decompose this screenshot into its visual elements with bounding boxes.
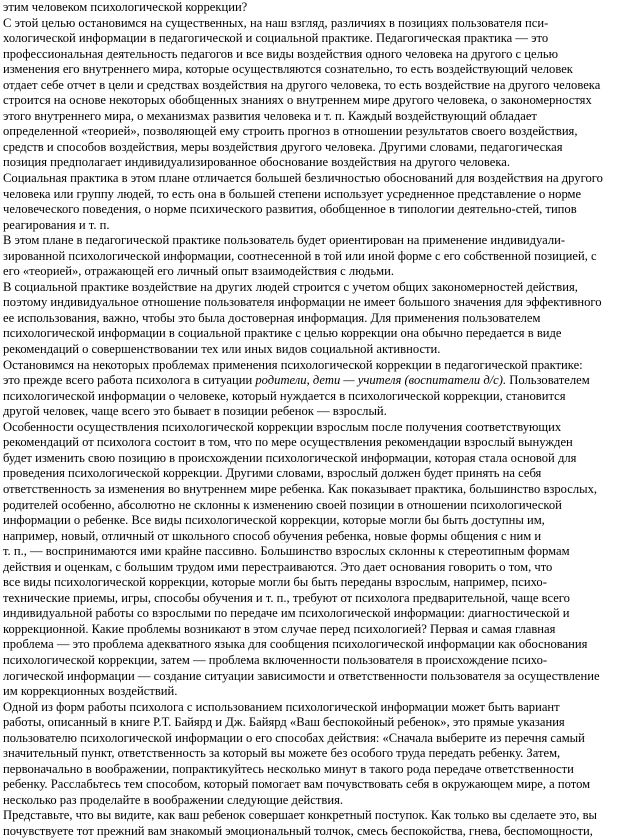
- text-line: психологической информации в социальной практике с целью коррекции она обычно передается в виде: [3, 326, 562, 341]
- text-line: несколько раз проделайте в воображении следующие действия.: [3, 792, 344, 807]
- text-line: Представьте, что вы видите, как ваш ребенок совершает конкретный поступок. Как только вы сделаете это, вы: [3, 808, 597, 823]
- text-line: определенной «теорией», позволяющей ему строить прогноз в отношении результатов своего воздействия,: [3, 124, 578, 139]
- text-line: действия и оценкам, с большим трудом ими перестраиваются. Это дает основания говорить о том, что: [3, 559, 553, 574]
- text-line: т. п., — воспринимаются ими крайне пассивно. Большинство взрослых склонны к стереотипным формам: [3, 544, 570, 559]
- text-line: пользователю психологической информации о его способах действия: «Сначала выберите из перечня самый: [3, 730, 585, 745]
- text-line: этим человеком психологической коррекции?: [3, 0, 248, 14]
- paragraph: [3, 171, 618, 233]
- text-line: профессиональная деятельность педагогов и все виды воздействия одного человека на другого с целью: [3, 46, 559, 61]
- text-line: изменения его внутреннего мира, которые осуществляются сознательно, то есть воздействующий человек: [3, 62, 573, 77]
- text-line: это прежде всего работа психолога в ситуации родители, дети — учителя (воспитатели д/с). Пользователем: [3, 373, 590, 388]
- text-line: проведения психологической коррекции. Другими словами, взрослый должен будет принять на себя: [3, 466, 542, 481]
- text-line: ответственность за изменения во внутреннем мире ребенка. Как показывает практика, большинство взрослых,: [3, 481, 598, 496]
- text-line: реагирования и т. п.: [3, 217, 110, 232]
- paragraph: [3, 280, 618, 358]
- text-line: например, новый, отличный от школьного способ обучения ребенка, новые формы общения с ним и: [3, 528, 542, 543]
- text-line: проблема — это проблема адекватного языка для сообщения психологической информации как обоснования: [3, 637, 588, 652]
- text-line: Социальная практика в этом плане отличается большей безличностью обоснований для воздействия на другого: [3, 171, 603, 186]
- text-line: логической информации — создание ситуации зависимости и ответственности пользователя за осуществление: [3, 668, 600, 683]
- text-line: все виды психологической коррекции, которые могли бы быть переданы взрослым, например, психо-: [3, 575, 547, 590]
- text-line: его «теорией», отражающей его личный опыт взаимодействия с людьми.: [3, 264, 394, 279]
- text-line: рекомендаций от психолога состоит в том, что по мере осуществления рекомендации взрослый вынужден: [3, 435, 573, 450]
- text-line: отдает себе отчет в цели и средствах воздействия на другого человека, то есть воздействие на другого человека: [3, 77, 601, 92]
- text-line: рекомендаций о совершенствовании тех или иных видов социальной активности.: [3, 342, 441, 357]
- text-line: другой человек, чаще всего это бывает в позиции ребенок — взрослый.: [3, 404, 387, 419]
- text-line: Одной из форм работы психолога с использованием психологической информации может быть вариант: [3, 699, 560, 714]
- text-line: психологической коррекции, затем — проблема включенности пользователя в происхождение психо-: [3, 652, 548, 667]
- text-line: технические приемы, игры, способы обучения и т. п., требуют от психолога предварительной, чаще всего: [3, 590, 570, 605]
- text-line: коррекционной. Какие проблемы возникают в этом случае перед психологией? Первая и самая главная: [3, 621, 556, 636]
- text-line: Особенности осуществления психологической коррекции взрослым после получения соответствующих: [3, 419, 562, 434]
- text-line: зированной психологической информации, соотнесенной в той или иной форме с его собственной позицией, с: [3, 248, 597, 263]
- text-line: индивидуальной работы со взрослыми по передаче им психологической информации: диагностической и: [3, 606, 570, 621]
- paragraph: [3, 420, 618, 700]
- text-line: ребенку. Расслабьтесь тем способом, который помогает вам почувствовать себя в окружающем мире, а потом: [3, 777, 591, 792]
- paragraph: [3, 16, 618, 171]
- text-line: этого внутреннего мира, о механизмах развития человека и т. п. Каждый воздействующий обладает: [3, 108, 537, 123]
- text-line: В этом плане в педагогической практике пользователь будет ориентирован на применение индивидуали-: [3, 233, 566, 248]
- text-line: почувствуете тот прежний вам знакомый эмоциональный толчок, смесь беспокойства, гнева, беспомощности,: [3, 823, 593, 838]
- text-line: будет изменить свою позицию в происхождении психологической информации, которая стала основой для: [3, 450, 577, 465]
- text-line: средств и способов воздействия, меры воздействия другого человека. Другими словами, педагогическая: [3, 139, 563, 154]
- italic-text: родители, дети — учителя (воспитатели д/с).: [255, 373, 507, 388]
- text-line: психологической информации о человеке, который нуждается в психологической коррекции, становится: [3, 388, 566, 403]
- text-line: работы, описанный в книге Р.Т. Байярд и Дж. Байярд «Ваш беспокойный ребенок», это прямые указания: [3, 715, 565, 730]
- text-line: Остановимся на некоторых проблемах применения психологической коррекции в педагогической практике:: [3, 357, 583, 372]
- paragraph: [3, 0, 618, 16]
- text-line: хологической информации в педагогической и социальной практике. Педагогическая практика — это: [3, 31, 549, 46]
- text-line: позиция предполагает индивидуализированное обоснование воздействия на другого человека.: [3, 155, 510, 170]
- paragraph: [3, 808, 618, 839]
- paragraph: [3, 700, 618, 809]
- paragraph: [3, 358, 618, 420]
- text-line: С этой целью остановимся на существенных, на наш взгляд, различиях в позициях пользователя пси-: [3, 15, 549, 30]
- text-line: строится на основе некоторых обобщенных знаниях о внутреннем мире другого человека, о закономерностях: [3, 93, 592, 108]
- text-line: человеческого поведения, о норме психического развития, обобщенное в типологии деятельно-стей, типов: [3, 202, 577, 217]
- text-line: В социальной практике воздействие на других людей строится с учетом общих закономерностей действия,: [3, 279, 578, 294]
- text-line: поэтому индивидуальное отношение пользователя информации не имеет большого значения для эффективного: [3, 295, 602, 310]
- text-line: ее использования, важно, чтобы это была достоверная информация. Для применения пользователем: [3, 310, 541, 325]
- text-line: человека или группу людей, то есть она в большей степени использует усредненное представление о норме: [3, 186, 582, 201]
- text-line: информации о ребенке. Все виды психологической коррекции, которые могли бы быть доступны им,: [3, 513, 545, 528]
- paragraph: [3, 233, 618, 280]
- text-line: им коррекционных воздействий.: [3, 684, 178, 699]
- text-line: родителей особенно, абсолютно не склонны к изменению своей позиции в отношении психологической: [3, 497, 562, 512]
- text-line: первоначально в воображении, попрактикуйтесь несколько минут в такого рода передаче ответственности: [3, 761, 574, 776]
- text-line: значительный пункт, ответственность за который вы можете без особого труда передать ребенку. Затем,: [3, 746, 561, 761]
